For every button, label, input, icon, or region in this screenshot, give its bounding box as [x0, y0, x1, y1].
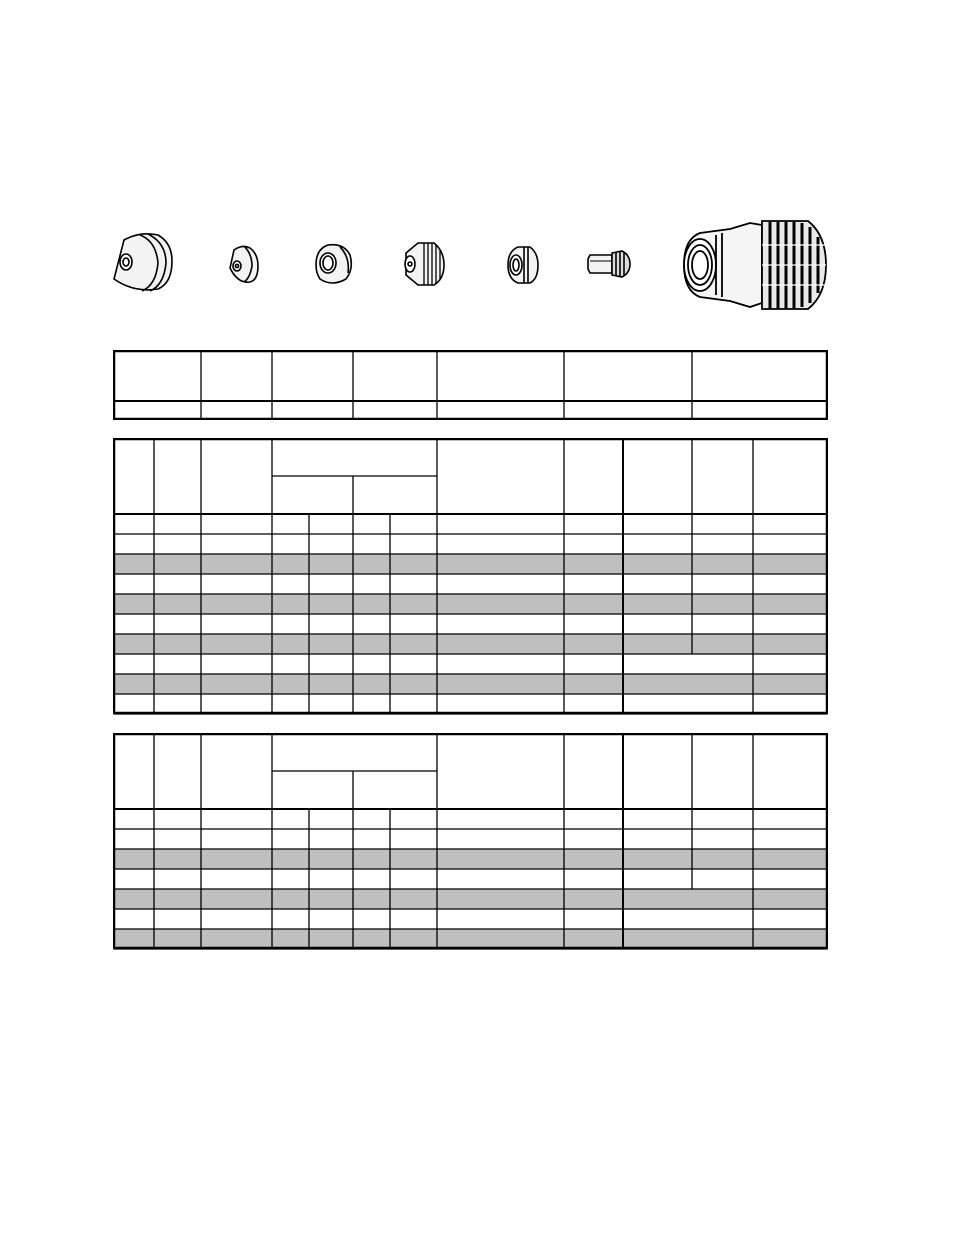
cut-chart-1-grid [113, 438, 828, 715]
table-row [114, 594, 827, 614]
part-number-table [113, 350, 828, 420]
electrode-icon [588, 251, 630, 277]
table-row [114, 889, 827, 909]
table-row [114, 574, 827, 594]
table-row [114, 634, 827, 654]
cut-chart-2-grid [113, 733, 828, 970]
table-row [114, 694, 827, 714]
table-row [114, 654, 827, 674]
shield-cap-icon [316, 245, 351, 283]
table-row [114, 909, 827, 929]
table-row [114, 929, 827, 949]
table-row [114, 534, 827, 554]
retaining-cap-icon [230, 246, 258, 282]
cut-chart-1 [113, 438, 828, 715]
table-row [114, 554, 827, 574]
part-number-table-grid [113, 350, 828, 420]
cut-chart-2 [113, 733, 828, 970]
consumable-parts-illustration [100, 205, 840, 315]
table-row [114, 809, 827, 829]
table-row [114, 869, 827, 889]
table-row [114, 514, 827, 534]
table-row [114, 849, 827, 869]
consumable-parts-row [100, 205, 840, 315]
nozzle-icon [405, 243, 444, 285]
table-row [114, 674, 827, 694]
swirl-ring-icon [508, 247, 538, 283]
table-row [114, 614, 827, 634]
table-row [114, 829, 827, 849]
torch-body-icon [684, 221, 826, 309]
shield-icon [114, 234, 172, 291]
